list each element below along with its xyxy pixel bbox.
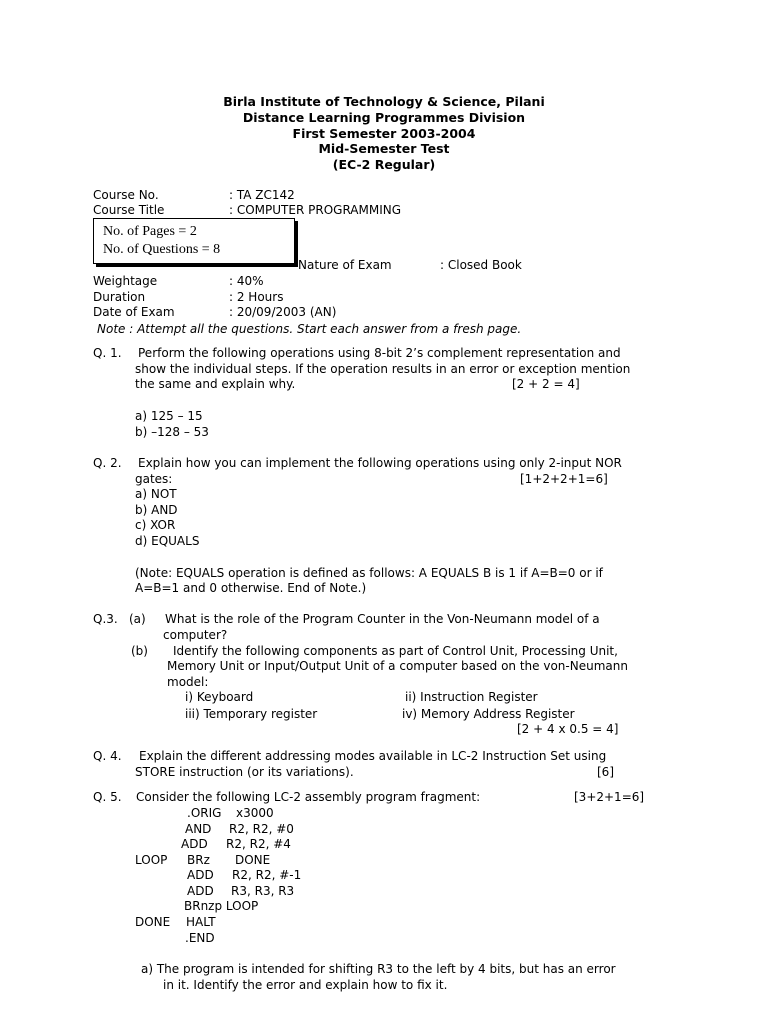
q3-number: Q.3. [93, 612, 118, 626]
code-args: R2, R2, #4 [226, 837, 291, 851]
q3-a-label: (a) [129, 612, 146, 626]
q2-part-a: a) NOT [135, 487, 177, 501]
q1-number: Q. 1. [93, 346, 122, 360]
semester-title: First Semester 2003-2004 [292, 126, 476, 141]
instructions-note: Note : Attempt all the questions. Start each answer from a fresh page. [97, 322, 522, 336]
date-value: : 20/09/2003 (AN) [229, 305, 337, 319]
q1-part-a: a) 125 – 15 [135, 409, 203, 423]
code-label: DONE [135, 915, 171, 929]
q1-line2: show the individual steps. If the operation results in an error or exception mention [135, 362, 631, 376]
course-no-value: : TA ZC142 [229, 188, 295, 202]
questions-count: No. of Questions = 8 [103, 242, 221, 257]
q3-b-line1: Identify the following components as part of Control Unit, Processing Unit, [173, 644, 618, 658]
division-title: Distance Learning Programmes Division [242, 110, 526, 125]
duration-label: Duration [93, 290, 146, 304]
q3-item-ii: ii) Instruction Register [405, 690, 538, 704]
q4-marks: [6] [597, 765, 614, 779]
q4-number: Q. 4. [93, 749, 122, 763]
code-op: ADD [187, 868, 214, 882]
q3-item-iii: iii) Temporary register [185, 707, 318, 721]
code-op: AND [185, 822, 212, 836]
code-op: BRnzp LOOP [184, 899, 259, 913]
q1-marks: [2 + 2 = 4] [512, 377, 580, 391]
code-op: ADD [187, 884, 214, 898]
q5-number: Q. 5. [93, 790, 122, 804]
code-args: R3, R3, R3 [231, 884, 295, 898]
q3-b-line2: Memory Unit or Input/Output Unit of a computer based on the von-Neumann [167, 659, 628, 673]
code-args: R2, R2, #-1 [232, 868, 302, 882]
code-args: DONE [235, 853, 271, 867]
code-op: ADD [181, 837, 208, 851]
q2-marks: [1+2+2+1=6] [520, 472, 608, 486]
q3-b-line3: model: [167, 675, 209, 689]
q4-line2: STORE instruction (or its variations). [135, 765, 354, 779]
q2-note-line2: A=B=1 and 0 otherwise. End of Note.) [135, 581, 367, 595]
q3-b-label: (b) [131, 644, 148, 658]
test-title: Mid-Semester Test [318, 141, 450, 156]
q2-line2: gates: [135, 472, 173, 486]
q2-part-b: b) AND [135, 503, 178, 517]
nature-label: Nature of Exam [298, 258, 392, 272]
course-title-value: : COMPUTER PROGRAMMING [229, 203, 402, 217]
regular-title: (EC-2 Regular) [332, 157, 436, 172]
q1-part-b: b) –128 – 53 [135, 425, 209, 439]
institute-title: Birla Institute of Technology & Science, Pilani [223, 94, 545, 109]
weightage-label: Weightage [93, 274, 158, 288]
q3-item-i: i) Keyboard [185, 690, 254, 704]
code-args: R2, R2, #0 [229, 822, 294, 836]
q5-part-a-line1: a) The program is intended for shifting R3 to the left by 4 bits, but has an error [141, 962, 616, 976]
q3-marks: [2 + 4 x 0.5 = 4] [517, 722, 619, 736]
q2-number: Q. 2. [93, 456, 122, 470]
q5-line1: Consider the following LC-2 assembly program fragment: [136, 790, 481, 804]
code-args: x3000 [236, 806, 274, 820]
duration-value: : 2 Hours [229, 290, 284, 304]
pages-count: No. of Pages = 2 [103, 224, 197, 239]
code-op: .END [185, 931, 215, 945]
q1-line1: Perform the following operations using 8-bit 2’s complement representation and [138, 346, 621, 360]
q3-a-line1: What is the role of the Program Counter in the Von-Neumann model of a [165, 612, 600, 626]
q3-item-iv: iv) Memory Address Register [402, 707, 575, 721]
q5-part-a-line2: in it. Identify the error and explain how to fix it. [163, 978, 448, 992]
date-label: Date of Exam [93, 305, 175, 319]
q3-a-line2: computer? [163, 628, 228, 642]
course-title-label: Course Title [93, 203, 165, 217]
weightage-value: : 40% [229, 274, 264, 288]
course-no-label: Course No. [93, 188, 159, 202]
code-op: BRz [187, 853, 210, 867]
code-label: LOOP [135, 853, 168, 867]
page-count-box [93, 218, 295, 264]
q4-line1: Explain the different addressing modes available in LC-2 Instruction Set using [139, 749, 607, 763]
q5-marks: [3+2+1=6] [574, 790, 645, 804]
q2-note-line1: (Note: EQUALS operation is defined as follows: A EQUALS B is 1 if A=B=0 or if [135, 566, 603, 580]
nature-value: : Closed Book [440, 258, 522, 272]
code-op: .ORIG [187, 806, 222, 820]
code-op: HALT [186, 915, 216, 929]
q2-line1: Explain how you can implement the following operations using only 2-input NOR [138, 456, 622, 470]
q2-part-d: d) EQUALS [135, 534, 200, 548]
q1-line3: the same and explain why. [135, 377, 296, 391]
q2-part-c: c) XOR [135, 518, 176, 532]
